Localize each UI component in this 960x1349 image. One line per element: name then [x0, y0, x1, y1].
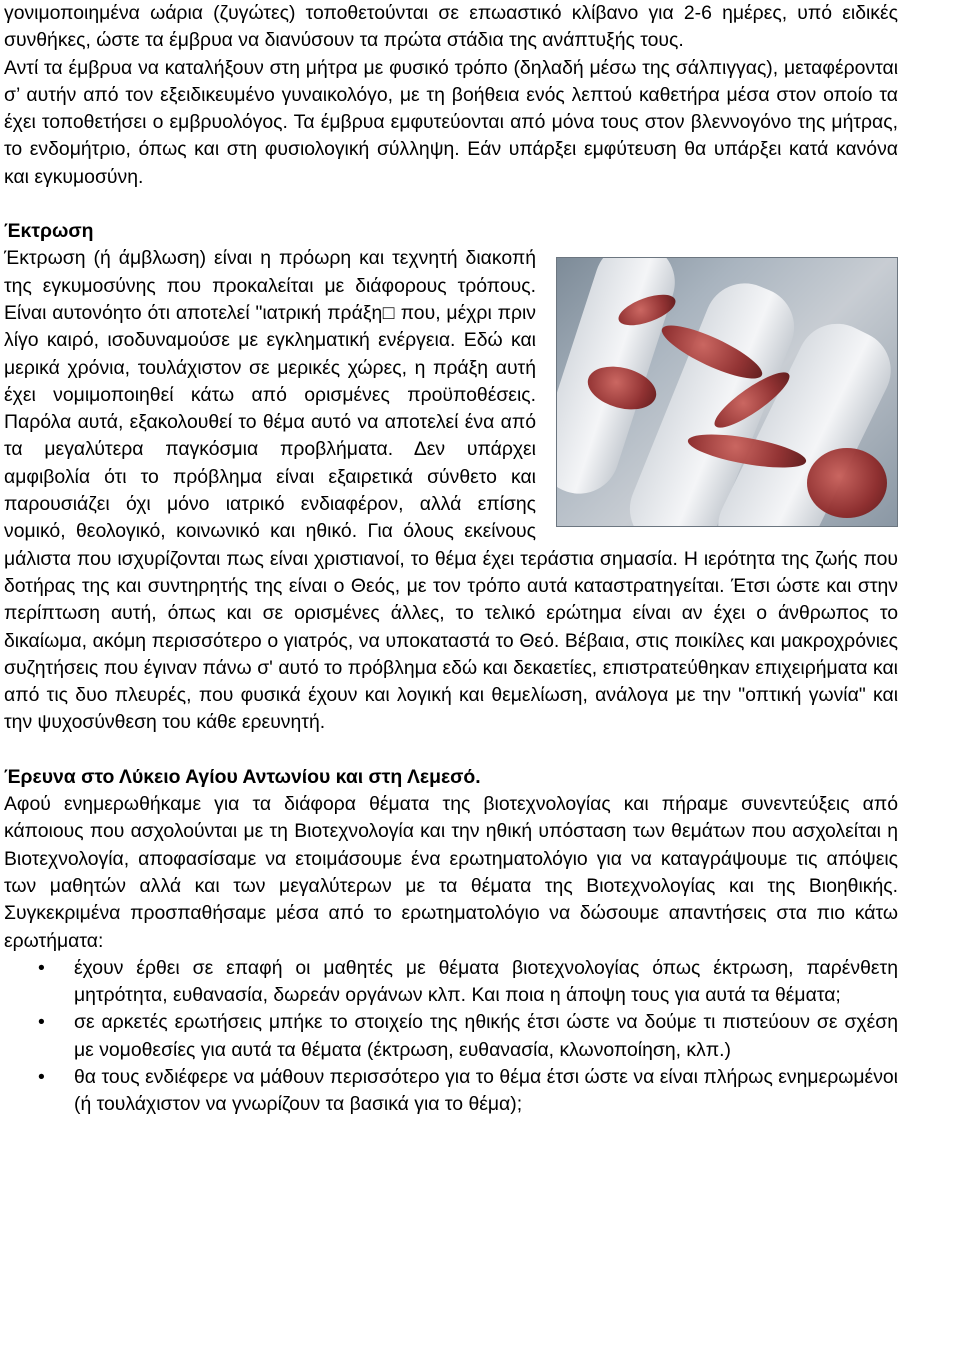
paragraph-research: Αφού ενημερωθήκαμε για τα διάφορα θέματα της βιοτεχνολογίας και πήραμε συνεντεύξεις από κάποιους που ασχολούνται με τη Βιοτεχνολογία και την ηθική υπόσταση των θεμάτων που ασχολείται η Βιοτεχνολογία, αποφασίσαμε να ετοιμάσουμε ένα ερωτηματολόγιο για να καταγράψουμε τις απόψεις των μαθητών αλλά και των μεγαλύτερων με τα θέματα της Βιοτεχνολογίας και της Βιοηθικής. Συγκεκριμένα προσπαθήσαμε μέσα από το ερωτηματολόγιο να δώσουμε απαντήσεις στα πιο κάτω ερωτήματα: — [4, 793, 898, 952]
bullet-icon: • — [38, 956, 45, 979]
list-item — [4, 955, 898, 1010]
list-item — [4, 1009, 898, 1064]
list-item-text: σε αρκετές ερωτήσεις μπήκε το στοιχείο της ηθικής έτσι ώστε να δούμε τι πιστεύουν σε σχέση με νομοθεσίες για αυτά τα θέματα (έκτρωση, ευθανασία, κλωνοποίηση, κλπ.) — [74, 1011, 898, 1061]
spacer — [4, 737, 898, 764]
heading-abortion: Έκτρωση — [4, 220, 94, 243]
paragraph-embryo-transfer: Αντί τα έμβρυα να καταλήξουν στη μήτρα με φυσικό τρόπο (δηλαδή μέσω της σάλπιγγας), μεταφέρονται σ’ αυτήν από τον εξειδικευμένο γυναικολόγο, με τη βοήθεια ενός λεπτού καθετήρα μέσα στον οποίο τα έχει τοποθετήσει ο εμβρυολόγος. Τα έμβρυα εμφυτεύονται από μόνα τους στον βλεννογόνο της μήτρας, το ενδομήτριο, όπως και στη φυσιολογική σύλληψη. Εάν υπάρξει εμφύτευση θα υπάρξει κατά κανόνα και εγκυμοσύνη. — [4, 56, 898, 188]
paragraph-intro: γονιμοποιημένα ωάρια (ζυγώτες) τοποθετούνται σε επωαστικό κλίβανο για 2-6 ημέρες, υπό ειδικές συνθήκες, ώστε τα έμβρυα να διανύσουν τα πρώτα στάδια της ανάπτυξής τους. — [4, 2, 898, 52]
document-page — [4, 0, 898, 1119]
embryo-photo — [556, 257, 898, 527]
question-list — [4, 955, 898, 1119]
bullet-icon: • — [38, 1011, 45, 1034]
list-item-text: θα τους ενδιέφερε να μάθουν περισσότερο για το θέμα έτσι ώστε να είναι πλήρως ενημερωμένοι (ή τουλάχιστον να γνωρίζουν τα βασικά για το θέμα); — [74, 1065, 898, 1116]
paragraph-abortion: Έκτρωση (ή άμβλωση) είναι η πρόωρη και τεχνητή διακοπή της εγκυμοσύνης που προκαλείται με διάφορους τρόπους. Είναι αυτονόητο ότι αποτελεί "ιατρική πράξη□ που, μέχρι πριν λίγο καιρό, ισοδυναμούσε με εγκληματική ενέργεια. Εδώ και μερικά χρόνια, τουλάχιστον σε μερικές χώρες, η πράξη αυτή έχει νομιμοποιηθεί κάτω από ορισμένες προϋποθέσεις. Παρόλα αυτά, εξακολουθεί το θέμα αυτό να αποτελεί ένα από τα μεγαλύτερα παγκόσμια προβλήματα. Δεν υπάρχει αμφιβολία ότι το πρόβλημα είναι εξαιρετικά σύνθετο και παρουσιάζει όχι μόνο ιατρικό ενδιαφέρον, αλλά επίσης νομικό, θεολογικό, κοινωνικό και ηθικό. Για όλους εκείνους μάλιστα που ισχυρίζονται πως είναι χριστιανοί, το θέμα έχει τεράστια σημασία. Η ιερότητα της ζωής που δοτήρας της και συντηρητής της είναι ο Θεός, με τον τρόπο αυτά καταστρατηγείται. Έτσι ώστε και στην περίπτωση αυτή, όπως και σε ορισμένες άλλες, το τελικό ερώτημα είναι αν έχει ο άνθρωπος το δικαίωμα, ακόμη περισσότερο ο γιατρός, να υποκαταστά το Θεό. Βέβαια, στις ποικίλες και μακροχρόνιες συζητήσεις που έγιναν πάνω σ' αυτό το πρόβλημα εδώ και δεκαετίες, επιστρατεύθηκαν επιχειρήματα και από τις δυο πλευρές, που φυσικά έχουν και λογική και θεμελίωση, ανάλογα με την "οπτική γωνία" και την ψυχοσύνθεση του κάθε ερευνητή. — [4, 247, 898, 734]
list-item-text: έχουν έρθει σε επαφή οι μαθητές με θέματα βιοτεχνολογίας όπως έκτρωση, παρένθετη μητρότητα, ευθανασία, δωρεάν οργάνων κλπ. Και ποια η άποψη τους για αυτά τα θέματα; — [74, 956, 898, 1007]
spacer — [4, 191, 898, 218]
heading-research: Έρευνα στο Λύκειο Αγίου Αντωνίου και στη Λεμεσό. — [4, 765, 481, 788]
tissue-shape — [807, 448, 887, 518]
bullet-icon: • — [38, 1065, 45, 1088]
list-item — [4, 1064, 898, 1119]
